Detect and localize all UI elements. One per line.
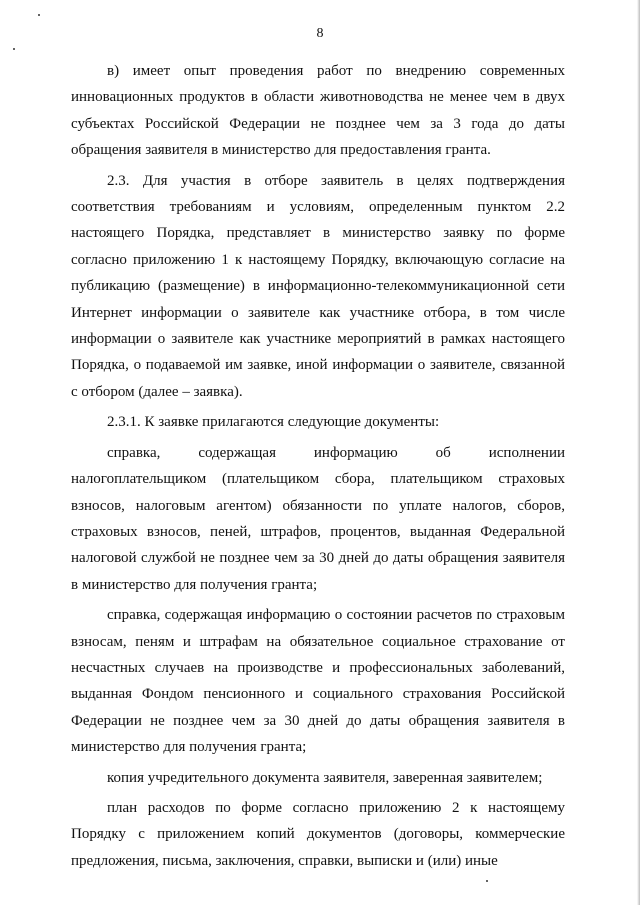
document-body — [71, 58, 565, 874]
paragraph-2-3-1: 2.3.1. К заявке прилагаются следующие документы: — [107, 414, 440, 431]
list-item-tax-certificate: справка, содержащая информацию об исполнении налогоплательщиком (плательщиком сбора, плательщиком страховых взносов, налоговым агентом) обязанности по уплате налогов, сборов, страховых взносов, пеней, штрафов, процентов, выданная Федеральной налоговой службой не позднее чем за 30 дней до даты обращения заявителя в министерство для получения гранта; — [71, 444, 565, 593]
scan-speck — [13, 48, 15, 50]
paragraph-2-3: 2.3. Для участия в отборе заявитель в целях подтверждения соответствия требованиям и условиям, определенным пунктом 2.2 настоящего Порядка, представляет в министерство заявку по форме согласно приложению 1 к настоящему Порядку, включающую согласие на публикацию (размещение) в информационно-телекоммуникационной сети Интернет информации о заявителе как участнике отбора, в том числе информации о заявителе как участнике мероприятий в рамках настоящего Порядка, о подаваемой им заявке, иной информации о заявителе, связанной с отбором (далее – заявка). — [71, 172, 565, 400]
list-item-insurance-certificate: справка, содержащая информацию о состоянии расчетов по страховым взносам, пеням и штрафам на обязательное социальное страхование от несчастных случаев на производстве и профессиональных заболеваний, выданная Фондом пенсионного и социального страхования Российской Федерации не позднее чем за 30 дней до даты обращения заявителя в министерство для получения гранта; — [71, 607, 565, 756]
scan-speck — [38, 14, 40, 16]
list-item-expense-plan: план расходов по форме согласно приложению 2 к настоящему Порядку с приложением копий документов (договоры, коммерческие предложения, письма, заключения, справки, выписки и (или) иные — [71, 799, 565, 869]
scan-speck — [486, 880, 488, 882]
paragraph-subitem-v: в) имеет опыт проведения работ по внедрению современных инновационных продуктов в области животноводства не менее чем в двух субъектах Российской Федерации не позднее чем за 3 года до даты обращения заявителя в министерство для предоставления гранта. — [71, 63, 565, 159]
list-item-charter-copy: копия учредительного документа заявителя, заверенная заявителем; — [107, 769, 543, 786]
page-number: 8 — [316, 26, 324, 41]
